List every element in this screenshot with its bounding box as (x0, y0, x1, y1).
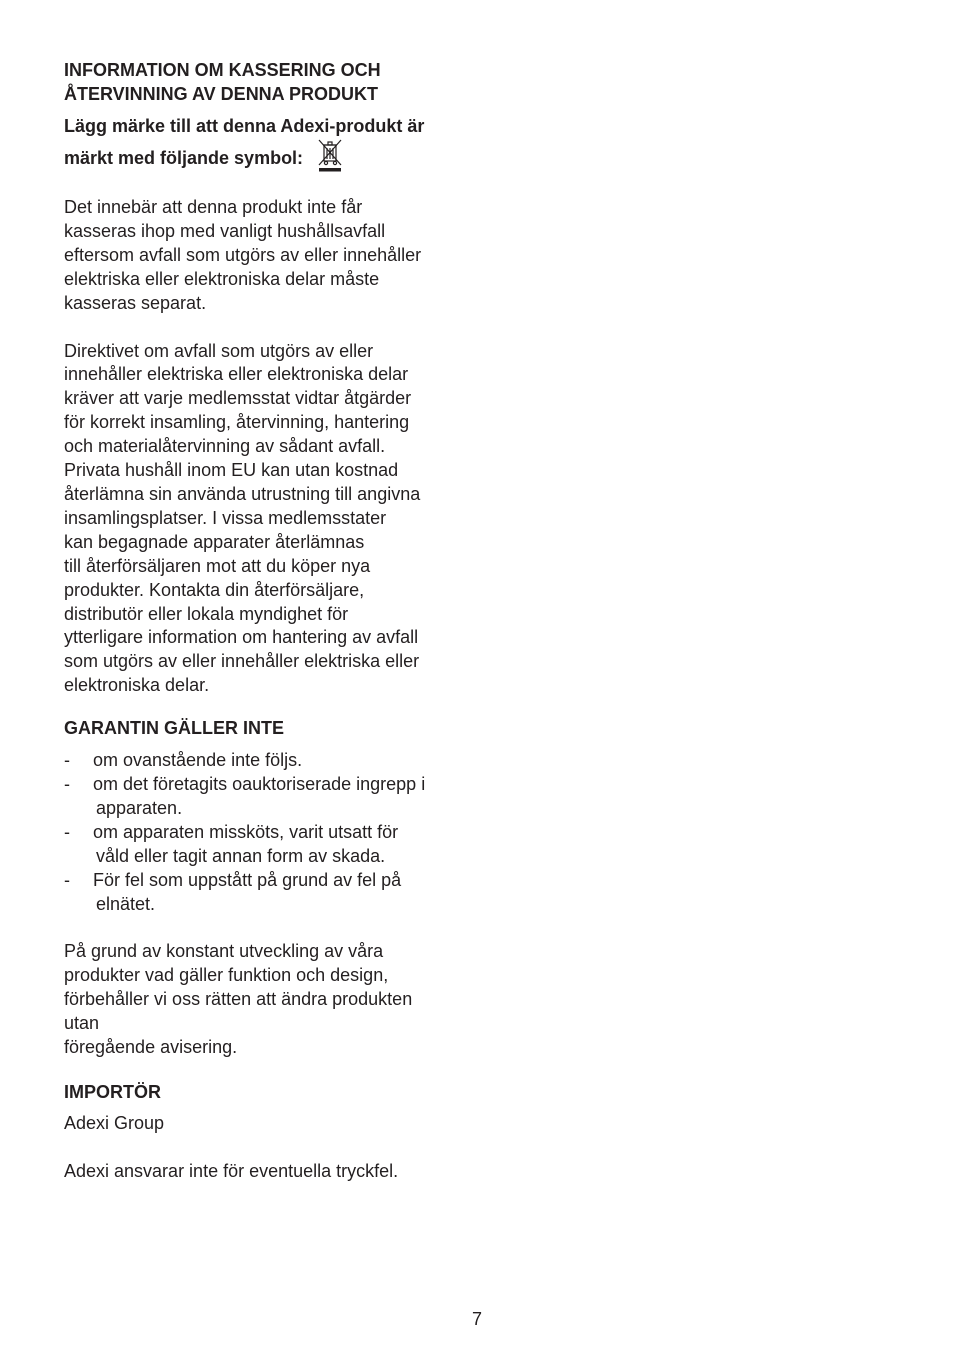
list-dash: - (64, 870, 70, 891)
notice-line: Lägg märke till att denna Adexi-produkt är (64, 116, 425, 136)
text-line: Direktivet om avfall som utgörs av eller (64, 340, 374, 361)
text-line: för korrekt insamling, återvinning, hantering (64, 412, 410, 433)
list-dash: - (64, 750, 70, 771)
text-line: insamlingsplatser. I vissa medlemsstater (64, 507, 387, 528)
text-line: som utgörs av eller innehåller elektriska eller (64, 651, 420, 672)
text-line: eftersom avfall som utgörs av eller innehåller (64, 244, 422, 265)
list-item-text: om apparaten missköts, varit utsatt för (93, 822, 399, 843)
page-number: 7 (471, 1309, 482, 1329)
disclaimer: Adexi ansvarar inte för eventuella tryckfel. (64, 1160, 399, 1181)
list-item-text: om det företagits oauktoriserade ingrepp i (93, 774, 426, 795)
disposal-notice (64, 114, 464, 172)
text-line: innehåller elektriska eller elektroniska delar (64, 364, 409, 385)
warranty-heading: GARANTIN GÄLLER INTE (64, 718, 284, 739)
importer-heading: IMPORTÖR (64, 1081, 161, 1102)
text-line: föregående avisering. (64, 1036, 238, 1057)
text-line: till återförsäljaren mot att du köper nya (64, 555, 371, 576)
list-item-text: apparaten. (96, 798, 183, 819)
list-dash: - (64, 774, 70, 795)
list-dash: - (64, 822, 70, 843)
text-line: kasseras ihop med vanligt hushållsavfall (64, 220, 386, 241)
text-line: förbehåller vi oss rätten att ändra produkten (64, 988, 413, 1009)
text-line: elektroniska delar. (64, 675, 210, 696)
list-item (64, 748, 464, 772)
notice-line-with-symbol (64, 138, 464, 172)
text-line: produkter vad gäller funktion och design, (64, 965, 389, 986)
text-line: distributör eller lokala myndighet för (64, 603, 349, 624)
list-item-text: elnätet. (96, 894, 156, 915)
warranty-paragraph (64, 940, 464, 1060)
disposal-paragraph-2 (64, 340, 464, 699)
text-line: På grund av konstant utveckling av våra (64, 941, 384, 962)
disposal-heading-line: ÅTERVINNING AV DENNA PRODUKT (64, 84, 379, 104)
disposal-heading (64, 58, 464, 106)
list-item-text: om ovanstående inte följs. (93, 750, 303, 771)
importer-name: Adexi Group (64, 1112, 165, 1133)
disposal-heading-line: INFORMATION OM KASSERING OCH (64, 60, 381, 80)
page-content (64, 58, 464, 1183)
list-item-text: För fel som uppstått på grund av fel på (93, 870, 402, 891)
list-item-text: våld eller tagit annan form av skada. (96, 846, 386, 867)
crossed-out-wheelie-bin-icon (317, 138, 343, 172)
text-line: och materialåtervinning av sådant avfall. (64, 436, 386, 457)
text-line: kasseras separat. (64, 292, 207, 313)
text-line: återlämna sin använda utrustning till angivna (64, 483, 421, 504)
text-line: produkter. Kontakta din återförsäljare, (64, 579, 365, 600)
list-item (64, 820, 464, 868)
text-line: kräver att varje medlemsstat vidtar åtgärder (64, 388, 412, 409)
text-line: elektriska eller elektroniska delar måste (64, 268, 380, 289)
warranty-list (64, 748, 464, 916)
text-line: kan begagnade apparater återlämnas (64, 531, 365, 552)
text-line: Det innebär att denna produkt inte får (64, 197, 363, 217)
notice-line: märkt med följande symbol: (64, 148, 304, 168)
disposal-paragraph-1 (64, 196, 464, 316)
text-line: utan (64, 1012, 100, 1033)
list-item (64, 868, 464, 916)
list-item (64, 772, 464, 820)
text-line: Privata hushåll inom EU kan utan kostnad (64, 460, 399, 481)
text-line: ytterligare information om hantering av avfall (64, 627, 419, 648)
